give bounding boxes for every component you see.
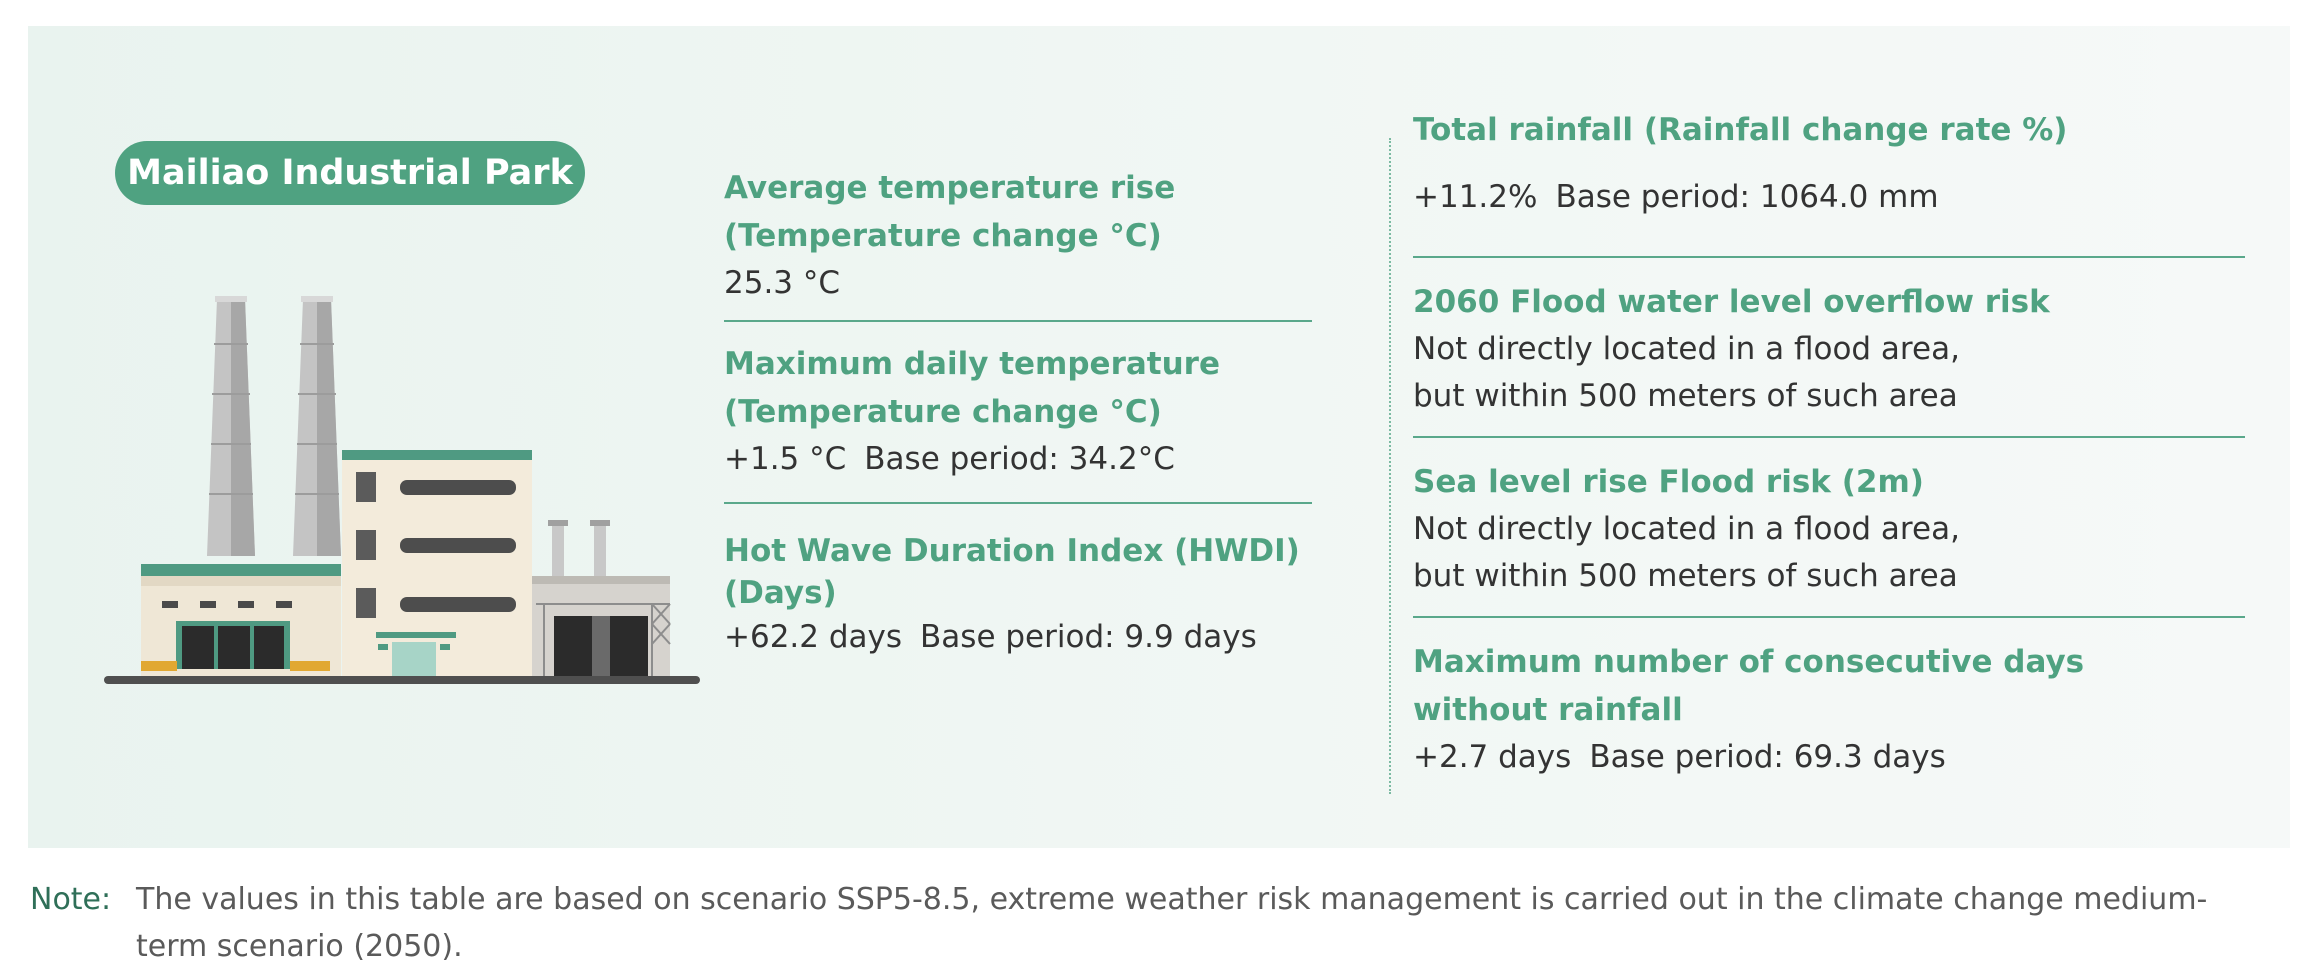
metric-value: [724, 614, 1344, 661]
column-separator: [1389, 138, 1391, 794]
metric-value-line: but within 500 meters of such area: [1413, 558, 1958, 594]
divider: [724, 320, 1312, 322]
metric-title: Maximum daily temperature: [724, 346, 1220, 382]
metric-title: Hot Wave Duration Index (HWDI): [724, 533, 1300, 569]
metric-title: Total rainfall (Rainfall change rate %): [1413, 112, 2068, 148]
metric-base-period: Base period: 34.2°C: [864, 441, 1175, 477]
metric-change: +62.2 days: [724, 619, 903, 655]
metric-base-period: Base period: 69.3 days: [1589, 739, 1946, 775]
metric-title: without rainfall: [1413, 692, 1683, 728]
divider: [1413, 616, 2245, 618]
metric-value: [1413, 734, 2273, 781]
metric-value: [1413, 174, 2273, 221]
metric-title: (Days): [724, 575, 837, 611]
metric-base-period: Base period: 9.9 days: [920, 619, 1257, 655]
metric-flood-water-level-overflow-risk: [1413, 278, 2273, 420]
metric-total-rainfall: [1413, 106, 2273, 221]
metric-title: Average temperature rise: [724, 170, 1176, 206]
metric-max-consecutive-dry-days: [1413, 638, 2273, 781]
note-label: Note:: [30, 882, 112, 917]
park-name-badge: Mailiao Industrial Park: [115, 141, 585, 205]
metric-change: +1.5 °C: [724, 441, 847, 477]
metric-title: (Temperature change °C): [724, 218, 1162, 254]
divider: [1413, 256, 2245, 258]
metric-change: +11.2%: [1413, 179, 1538, 215]
metric-average-temperature-rise: [724, 164, 1344, 307]
factory-illustration-icon: [104, 294, 700, 684]
metric-title: (Temperature change °C): [724, 394, 1162, 430]
metric-sea-level-rise-flood-risk: [1413, 458, 2273, 600]
metric-change: +2.7 days: [1413, 739, 1572, 775]
metric-value-line: Not directly located in a flood area,: [1413, 511, 1960, 547]
divider: [724, 502, 1312, 504]
metric-title: 2060 Flood water level overflow risk: [1413, 284, 2050, 320]
metric-change: 25.3 °C: [724, 265, 841, 301]
metric-hot-wave-duration-index: [724, 530, 1344, 661]
climate-risk-panel: [28, 26, 2290, 848]
metric-value: [724, 436, 1344, 483]
divider: [1413, 436, 2245, 438]
metric-base-period: Base period: 1064.0 mm: [1555, 179, 1939, 215]
metric-value: [724, 260, 1344, 307]
metric-title: Maximum number of consecutive days: [1413, 644, 2085, 680]
metric-title: Sea level rise Flood risk (2m): [1413, 464, 1924, 500]
metric-maximum-daily-temperature: [724, 340, 1344, 483]
metric-value-line: but within 500 meters of such area: [1413, 378, 1958, 414]
note-text: The values in this table are based on scenario SSP5-8.5, extreme weather risk management is carried out in the climate change medium-term scenario (2050).: [136, 882, 2208, 964]
metric-value-line: Not directly located in a flood area,: [1413, 331, 1960, 367]
